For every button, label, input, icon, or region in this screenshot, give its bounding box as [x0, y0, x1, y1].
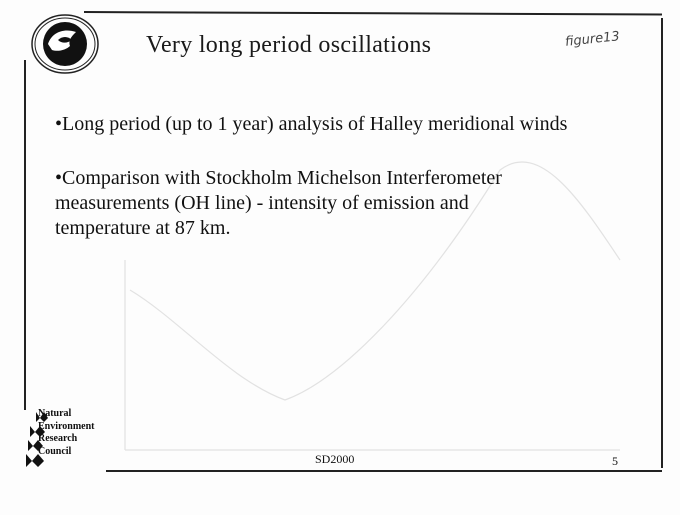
page-number: 5 — [612, 454, 618, 468]
bullet-stockholm-comparison — [55, 166, 615, 241]
footer-code: SD2000 — [315, 452, 355, 466]
frame-bottom-border — [106, 470, 662, 472]
slide-title: Very long period oscillations — [146, 32, 432, 58]
bullet-halley-winds: •Long period (up to 1 year) analysis of Halley meridional winds — [55, 113, 568, 135]
handwritten-annotation: figure13 — [564, 29, 621, 50]
nerc-logo-text — [38, 408, 95, 458]
antarctic-survey-logo — [28, 10, 104, 74]
bullet-line: measurements (OH line) - intensity of emission and — [55, 192, 469, 214]
logo-line: Environment — [38, 420, 95, 432]
frame-left-border — [24, 60, 26, 410]
bullet-line: •Comparison with Stockholm Michelson Interferometer — [55, 167, 502, 189]
logo-line: Council — [38, 445, 72, 457]
frame-right-border — [661, 18, 663, 468]
logo-line: Natural — [38, 408, 72, 419]
bullet-line: temperature at 87 km. — [55, 217, 231, 239]
logo-line: Research — [38, 433, 78, 444]
frame-top-border — [84, 11, 662, 16]
